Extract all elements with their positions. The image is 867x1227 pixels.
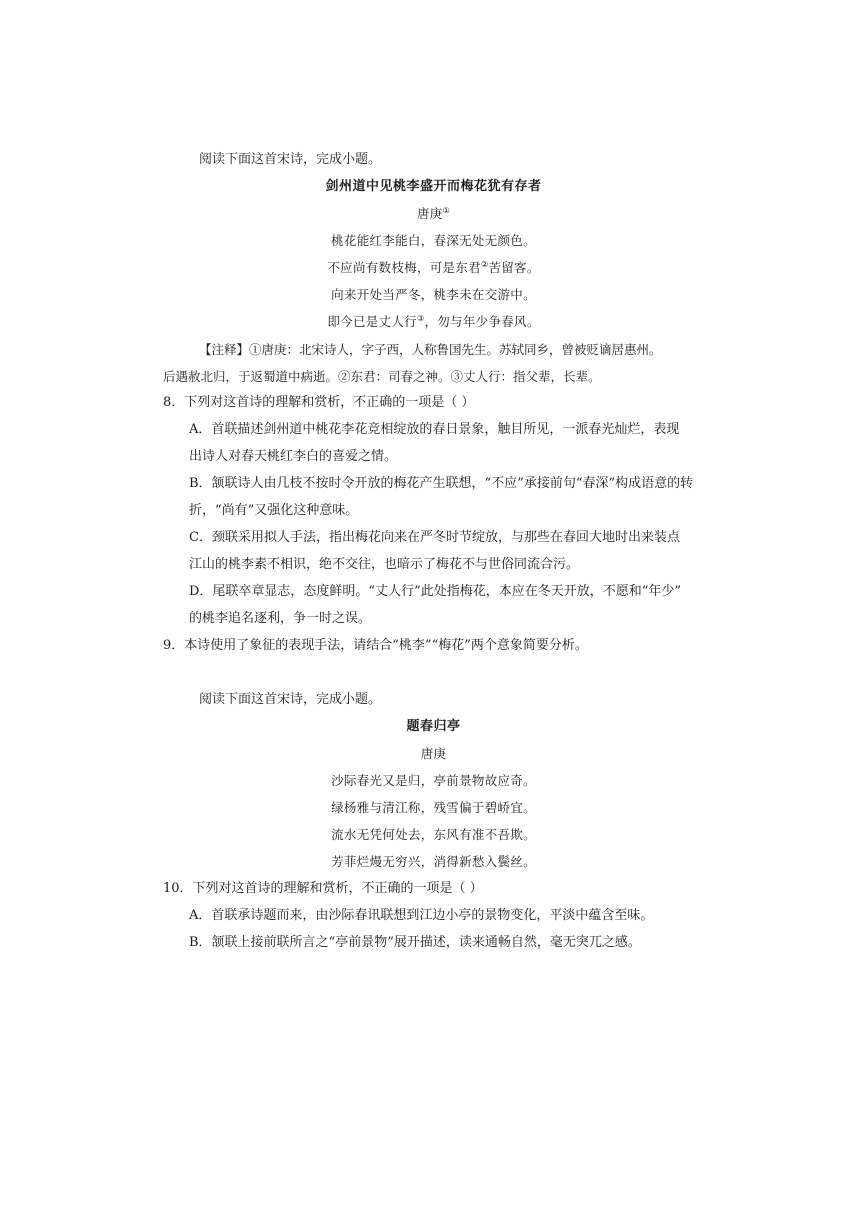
poem-line: 绿杨雅与清江称，残雪偏于碧峤宜。: [331, 800, 536, 815]
question-8-stem: 8．下列对这首诗的理解和赏析，不正确的一项是（ ）: [163, 395, 475, 410]
poem-line: [0, 259, 867, 277]
option-c-cont: 江山的桃李素不相识，绝不交往，也暗示了梅花不与世俗同流合污。: [189, 557, 580, 572]
footnote-marker: ③: [416, 313, 425, 323]
option-b: B．颔联上接前联所言之“亭前景物”展开描述，读来通畅自然，毫无突兀之感。: [189, 935, 641, 950]
poem-line: 芳菲烂熳无穷兴，消得新愁入鬓丝。: [331, 854, 536, 869]
annotation-line: 后遇赦北归，于返蜀道中病逝。②东君：司春之神。③丈人行：指父辈，长辈。: [163, 369, 601, 384]
option-a-cont: 出诗人对春天桃红李白的喜爱之情。: [189, 449, 398, 464]
option-a: A．首联承诗题而来，由沙际春讯联想到江边小亭的景物变化，平淡中蕴含至味。: [189, 908, 654, 923]
poem-line-text: 不应尚有数枝梅，可是东君: [327, 260, 481, 275]
poem-line: [0, 232, 867, 250]
poem-line-text: 桃花能红李能白，春深无处无颜色。: [331, 233, 536, 248]
reading-instruction: 阅读下面这首宋诗，完成小题。: [199, 152, 382, 167]
poem-line-text: 向来开处当严冬，桃李未在交游中。: [331, 287, 536, 302]
question-9-stem: 9．本诗使用了象征的表现手法，请结合“桃李”“梅花”两个意象简要分析。: [163, 638, 588, 653]
poem-line: [0, 313, 867, 331]
poem-author: 唐庚: [420, 746, 447, 761]
footnote-marker: ②: [480, 259, 489, 269]
option-c: C．颈联采用拟人手法，指出梅花向来在严冬时节绽放，与那些在春回大地时出来装点: [189, 530, 680, 545]
poem-title: 剑州道中见桃李盛开而梅花犹有存者: [325, 179, 542, 194]
poem-line: 沙际春光又是归，亭前景物故应奇。: [331, 773, 536, 788]
poem-author: [0, 205, 867, 223]
poem-line-text: 即今已是丈人行: [327, 314, 417, 329]
poem-line-text: ，勿与年少争春风。: [424, 314, 540, 329]
annotation-line: 【注释】①唐庚：北宋诗人，字子西，人称鲁国先生。苏轼同乡，曾被贬谪居惠州。: [199, 342, 662, 357]
option-b-cont: 折，“尚有”又强化这种意味。: [189, 503, 359, 518]
option-d-cont: 的桃李追名逐利，争一时之误。: [189, 611, 372, 626]
poem-line-text: 苦留客。: [488, 260, 540, 275]
option-a: A．首联描述剑州道中桃花李花竞相绽放的春日景象，触目所见，一派春光灿烂，表现: [189, 422, 680, 437]
question-10-stem: 10．下列对这首诗的理解和赏析，不正确的一项是（ ）: [163, 881, 483, 896]
option-b: B．颔联诗人由几枝不按时令开放的梅花产生联想，“不应”承接前句“春深”构成语意的转: [189, 476, 694, 491]
poem-title: 题春归亭: [406, 719, 461, 734]
poem-line: 流水无凭何处去，东风有准不吾欺。: [331, 827, 536, 842]
author-name: 唐庚: [416, 206, 443, 221]
option-d: D．尾联卒章显志，态度鲜明。“丈人行”此处指梅花，本应在冬天开放，不愿和“年少”: [189, 584, 682, 599]
reading-instruction: 阅读下面这首宋诗，完成小题。: [199, 692, 382, 707]
poem-line: [0, 286, 867, 304]
footnote-marker: ①: [442, 205, 451, 215]
